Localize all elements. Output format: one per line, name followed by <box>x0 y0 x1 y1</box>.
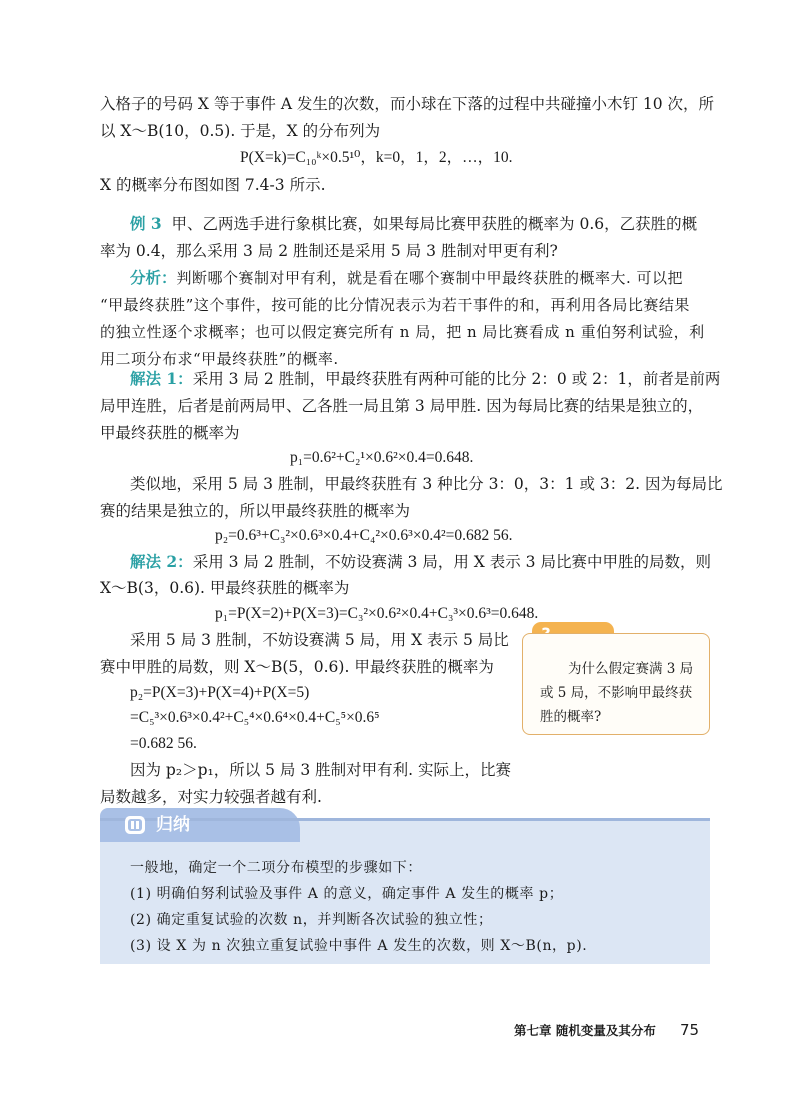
solution-text-line: 甲最终获胜的概率为 <box>100 424 240 442</box>
body-line: 入格子的号码 X 等于事件 A 发生的次数，而小球在下落的过程中共碰撞小木钉 10 次，所 <box>100 95 715 113</box>
formula-line: P(X=k)=C₁₀ᵏ×0.5¹⁰，k=0，1，2，…，10. <box>240 149 513 166</box>
analysis-text: 判断哪个赛制对甲有利，就是看在哪个赛制中甲最终获胜的概率大. 可以把 <box>176 269 684 287</box>
sidebox-line: 胜的概率? <box>540 709 602 725</box>
summary-line: (2) 确定重复试验的次数 n，并判断各次试验的独立性； <box>130 912 493 928</box>
solution-2-text: 采用 3 局 2 胜制，不妨设赛满 3 局，用 X 表示 3 局比赛中甲胜的局数，则 <box>192 553 711 571</box>
analysis-text-line: 的独立性逐个求概率；也可以假定赛完所有 n 局，把 n 局比赛看成 n 重伯努利试验，利 <box>100 323 705 341</box>
formula-line: =C₅³×0.6³×0.4²+C₅⁴×0.6⁴×0.4+C₅⁵×0.6⁵ <box>130 709 380 726</box>
summary-title: 归纳 <box>156 815 190 835</box>
solution-2-label: 解法 2： <box>130 552 193 571</box>
solution-text-line: X～B(3，0.6). 甲最终获胜的概率为 <box>100 579 350 597</box>
page-number: 75 <box>680 1021 700 1039</box>
formula-line: p₁=P(X=2)+P(X=3)=C₃²×0.6²×0.4+C₃³×0.6³=0.648. <box>215 605 539 622</box>
solution-1-label: 解法 1： <box>130 369 193 388</box>
sidebox-line: 为什么假定赛满 3 局 <box>568 661 694 677</box>
book-icon <box>123 814 147 836</box>
analysis-label: 分析： <box>130 268 177 287</box>
body-line: 以 X～B(10，0.5). 于是，X 的分布列为 <box>100 122 381 140</box>
conclusion-line: 局数越多，对实力较强者越有利. <box>100 788 322 806</box>
summary-divider <box>100 818 710 821</box>
solution-text-line: 类似地，采用 5 局 3 胜制，甲最终获胜有 3 种比分 3：0，3：1 或 3：2. 因为每局比 <box>130 475 723 493</box>
solution-text-line: 局甲连胜，后者是前两局甲、乙各胜一局且第 3 局甲胜. 因为每局比赛的结果是独立的， <box>100 397 704 415</box>
formula-line: p₂=P(X=3)+P(X=4)+P(X=5) <box>130 684 310 701</box>
formula-line: p₁=0.6²+C₂¹×0.6²×0.4=0.648. <box>290 449 474 466</box>
formula-line: =0.682 56. <box>130 735 197 752</box>
solution-1-text: 采用 3 局 2 胜制，甲最终获胜有两种可能的比分 2：0 或 2：1，前者是前两 <box>192 370 721 388</box>
analysis-text-line: “甲最终获胜”这个事件，按可能的比分情况表示为若干事件的和，再利用各局比赛结果 <box>100 296 690 314</box>
analysis-line <box>130 268 683 288</box>
summary-line: 一般地，确定一个二项分布模型的步骤如下： <box>130 860 422 876</box>
solution-text-line: 赛中甲胜的局数，则 X～B(5，0.6). 甲最终获胜的概率为 <box>100 658 494 676</box>
formula-line: p₂=0.6³+C₃²×0.6³×0.4+C₄²×0.6³×0.4²=0.682 56. <box>215 527 513 544</box>
body-line: X 的概率分布图如图 7.4-3 所示. <box>100 176 326 194</box>
example-text: 甲、乙两选手进行象棋比赛，如果每局比赛甲获胜的概率为 0.6，乙获胜的概 <box>171 215 698 233</box>
example-label: 例 3 <box>130 214 162 233</box>
example-text-line: 率为 0.4，那么采用 3 局 2 胜制还是采用 5 局 3 胜制对甲更有利? <box>100 242 558 260</box>
analysis-text-line: 用二项分布求“甲最终获胜”的概率. <box>100 350 339 368</box>
solution-text-line: 采用 5 局 3 胜制，不妨设赛满 5 局，用 X 表示 5 局比 <box>130 631 509 649</box>
sidebox-line: 或 5 局，不影响甲最终获 <box>540 685 693 701</box>
solution-1-line <box>130 369 720 389</box>
summary-line: (3) 设 X 为 n 次独立重复试验中事件 A 发生的次数，则 X～B(n，p). <box>130 938 588 954</box>
footer-chapter: 第七章 随机变量及其分布 <box>514 1023 656 1038</box>
conclusion-line: 因为 p₂＞p₁，所以 5 局 3 胜制对甲有利. 实际上，比赛 <box>130 761 511 779</box>
solution-2-line <box>130 552 711 572</box>
summary-line: (1) 明确伯努利试验及事件 A 的意义，确定事件 A 发生的概率 p； <box>130 886 564 902</box>
solution-text-line: 赛的结果是独立的，所以甲最终获胜的概率为 <box>100 502 411 520</box>
example-3-line <box>130 214 697 234</box>
